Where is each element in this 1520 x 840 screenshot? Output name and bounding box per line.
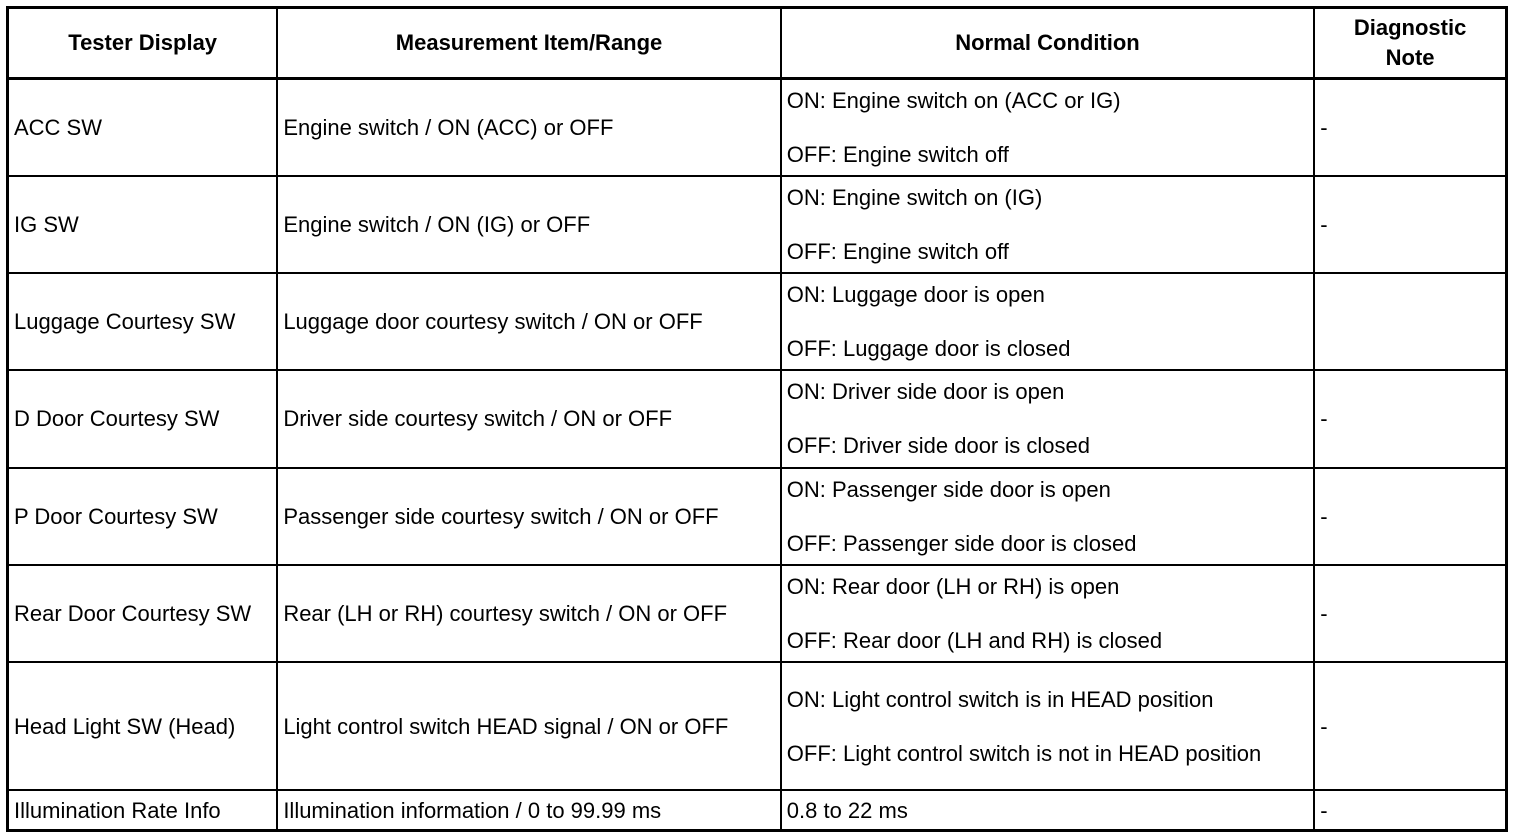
condition-off-text: OFF: Engine switch off [786, 238, 1009, 264]
diagnostic-note-cell [1314, 273, 1506, 370]
normal-condition-cell [781, 176, 1314, 273]
tester-display-cell: Luggage Courtesy SW [8, 273, 278, 370]
tester-display-cell: Illumination Rate Info [8, 790, 278, 830]
condition-on-text: ON: Engine switch on (ACC or IG) [786, 87, 1121, 113]
table-row [8, 370, 1507, 467]
table-row [8, 662, 1507, 790]
diagnostic-note-cell: - [1314, 662, 1506, 790]
normal-condition-cell [781, 662, 1314, 790]
condition-off-text: OFF: Rear door (LH and RH) is closed [786, 627, 1163, 653]
measurement-cell: Rear (LH or RH) courtesy switch / ON or OFF [277, 565, 780, 662]
table-row [8, 790, 1507, 830]
normal-condition-cell [781, 565, 1314, 662]
condition-off-text: OFF: Engine switch off [786, 141, 1009, 167]
table-row [8, 273, 1507, 370]
header-measurement: Measurement Item/Range [277, 8, 780, 79]
condition-on-text: ON: Rear door (LH or RH) is open [786, 573, 1120, 599]
measurement-cell: Engine switch / ON (ACC) or OFF [277, 79, 780, 176]
tester-display-cell: Rear Door Courtesy SW [8, 565, 278, 662]
measurement-cell: Passenger side courtesy switch / ON or OFF [277, 468, 780, 565]
condition-off-text: OFF: Light control switch is not in HEAD position [786, 740, 1262, 766]
condition-off-text: OFF: Passenger side door is closed [786, 530, 1137, 556]
diagnostic-note-cell: - [1314, 176, 1506, 273]
tester-display-cell: P Door Courtesy SW [8, 468, 278, 565]
condition-off-text: OFF: Driver side door is closed [786, 433, 1090, 459]
normal-condition-cell [781, 370, 1314, 467]
diagnostic-note-cell: - [1314, 565, 1506, 662]
measurement-cell: Driver side courtesy switch / ON or OFF [277, 370, 780, 467]
condition-on-text: ON: Driver side door is open [786, 379, 1065, 405]
diagnostic-note-cell: - [1314, 790, 1506, 830]
condition-on-text: ON: Engine switch on (IG) [786, 184, 1043, 210]
header-diagnostic-note-line1: Diagnostic [1353, 15, 1467, 40]
diagnostic-note-cell: - [1314, 370, 1506, 467]
diagnostic-note-cell: - [1314, 79, 1506, 176]
table-header-row [8, 8, 1507, 79]
table-row [8, 468, 1507, 565]
tester-display-cell: Head Light SW (Head) [8, 662, 278, 790]
measurement-cell: Light control switch HEAD signal / ON or OFF [277, 662, 780, 790]
table-row [8, 176, 1507, 273]
header-normal-condition: Normal Condition [781, 8, 1314, 79]
measurement-cell: Illumination information / 0 to 99.99 ms [277, 790, 780, 830]
measurement-cell: Engine switch / ON (IG) or OFF [277, 176, 780, 273]
normal-condition-cell [781, 273, 1314, 370]
header-diagnostic-note [1314, 8, 1506, 79]
condition-on-text: ON: Light control switch is in HEAD position [786, 686, 1214, 712]
condition-on-text: ON: Luggage door is open [786, 282, 1045, 308]
normal-condition-cell [781, 468, 1314, 565]
tester-display-cell: D Door Courtesy SW [8, 370, 278, 467]
table-row [8, 79, 1507, 176]
normal-condition-cell: 0.8 to 22 ms [781, 790, 1314, 830]
header-diagnostic-note-line2: Note [1385, 45, 1435, 70]
condition-on-text: ON: Passenger side door is open [786, 476, 1111, 502]
condition-off-text: OFF: Luggage door is closed [786, 336, 1071, 362]
tester-display-cell: IG SW [8, 176, 278, 273]
tester-display-cell: ACC SW [8, 79, 278, 176]
diagnostic-note-cell: - [1314, 468, 1506, 565]
normal-condition-cell [781, 79, 1314, 176]
table-row [8, 565, 1507, 662]
diagnostic-data-table [6, 6, 1508, 832]
measurement-cell: Luggage door courtesy switch / ON or OFF [277, 273, 780, 370]
header-tester-display: Tester Display [8, 8, 278, 79]
